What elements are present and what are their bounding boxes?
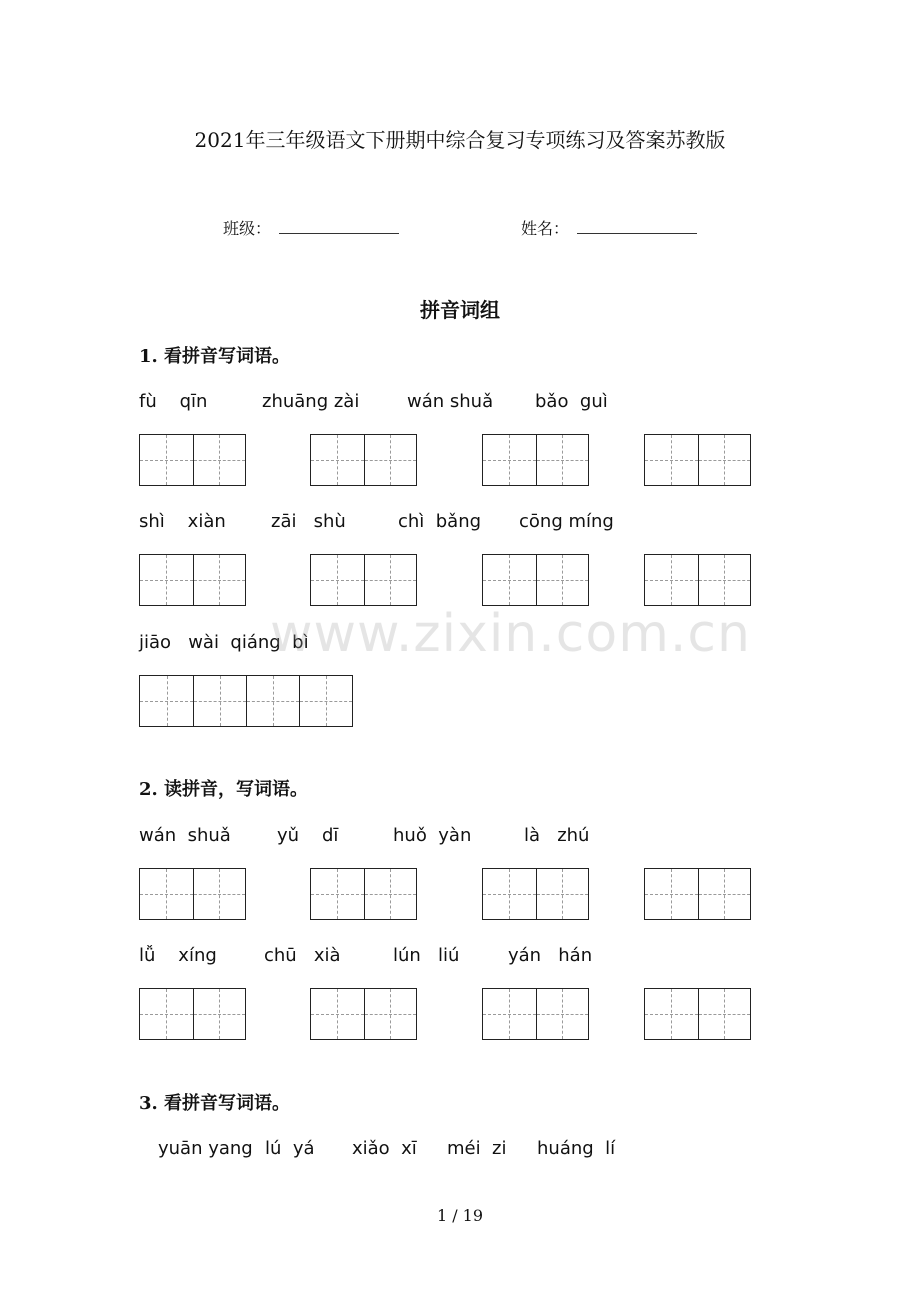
document-title: 2021年三年级语文下册期中综合复习专项练习及答案苏教版 [194, 128, 726, 152]
writing-box[interactable] [482, 868, 589, 920]
char-cell[interactable] [311, 869, 364, 919]
char-cell[interactable] [193, 435, 246, 485]
writing-box[interactable] [310, 988, 417, 1040]
pinyin-label: jiāo wài qiáng bì [139, 632, 309, 653]
char-cell[interactable] [193, 869, 246, 919]
writing-box[interactable] [310, 434, 417, 486]
char-cell[interactable] [536, 435, 589, 485]
pinyin-label: méi zi [447, 1138, 507, 1159]
char-cell[interactable] [536, 989, 589, 1039]
pinyin-label: zhuāng zài [262, 391, 360, 412]
char-cell[interactable] [246, 676, 299, 726]
writing-box[interactable] [310, 554, 417, 606]
pinyin-label: xiǎo xī [352, 1138, 417, 1159]
pinyin-label: zāi shù [271, 511, 346, 532]
section-title: 拼音词组 [420, 298, 500, 322]
writing-box[interactable] [139, 554, 246, 606]
pinyin-label: lún liú [393, 945, 460, 966]
question-3-label: 3. 看拼音写词语。 [139, 1093, 291, 1114]
pinyin-label: lú yá [265, 1138, 315, 1159]
writing-box[interactable] [644, 434, 751, 486]
char-cell[interactable] [140, 435, 193, 485]
char-cell[interactable] [698, 869, 751, 919]
pinyin-label: chì bǎng [398, 511, 482, 532]
writing-box[interactable] [310, 868, 417, 920]
char-cell[interactable] [311, 989, 364, 1039]
pinyin-label: yuān yang [158, 1138, 253, 1159]
pinyin-label: cōng míng [519, 511, 614, 532]
pinyin-label: yán hán [508, 945, 593, 966]
char-cell[interactable] [645, 869, 698, 919]
char-cell[interactable] [698, 435, 751, 485]
pinyin-label: huǒ yàn [393, 825, 472, 846]
pinyin-label: shì xiàn [139, 511, 226, 532]
writing-box[interactable] [139, 675, 353, 727]
char-cell[interactable] [193, 989, 246, 1039]
writing-box[interactable] [139, 434, 246, 486]
writing-box[interactable] [482, 554, 589, 606]
char-cell[interactable] [193, 555, 246, 605]
pinyin-label: wán shuǎ [139, 825, 231, 846]
pinyin-label: yǔ dī [277, 825, 339, 846]
char-cell[interactable] [645, 435, 698, 485]
char-cell[interactable] [364, 435, 417, 485]
char-cell[interactable] [140, 555, 193, 605]
char-cell[interactable] [311, 555, 364, 605]
writing-box[interactable] [482, 988, 589, 1040]
name-label: 姓名： [521, 219, 570, 238]
question-2-label: 2. 读拼音，写词语。 [139, 779, 309, 800]
writing-box[interactable] [644, 554, 751, 606]
pinyin-label: wán shuǎ [407, 391, 494, 412]
char-cell[interactable] [698, 989, 751, 1039]
question-1-label: 1. 看拼音写词语。 [139, 346, 291, 367]
char-cell[interactable] [311, 435, 364, 485]
pinyin-label: lǚ xíng [139, 945, 217, 966]
char-cell[interactable] [483, 555, 536, 605]
writing-box[interactable] [482, 434, 589, 486]
char-cell[interactable] [140, 989, 193, 1039]
char-cell[interactable] [193, 676, 246, 726]
pinyin-label: huáng lí [537, 1138, 616, 1159]
writing-box[interactable] [139, 868, 246, 920]
char-cell[interactable] [483, 869, 536, 919]
char-cell[interactable] [698, 555, 751, 605]
pinyin-label: fù qīn [139, 391, 208, 412]
char-cell[interactable] [140, 676, 193, 726]
char-cell[interactable] [140, 869, 193, 919]
char-cell[interactable] [645, 555, 698, 605]
char-cell[interactable] [299, 676, 352, 726]
watermark: www.zixin.com.cn [270, 604, 751, 664]
class-label: 班级： [223, 219, 272, 238]
char-cell[interactable] [536, 869, 589, 919]
char-cell[interactable] [483, 435, 536, 485]
writing-box[interactable] [644, 868, 751, 920]
char-cell[interactable] [364, 555, 417, 605]
name-input-line[interactable] [577, 233, 697, 234]
char-cell[interactable] [483, 989, 536, 1039]
pinyin-label: là zhú [524, 825, 590, 846]
page-number: 1 / 19 [436, 1206, 484, 1225]
writing-box[interactable] [644, 988, 751, 1040]
char-cell[interactable] [536, 555, 589, 605]
char-cell[interactable] [364, 989, 417, 1039]
char-cell[interactable] [364, 869, 417, 919]
char-cell[interactable] [645, 989, 698, 1039]
pinyin-label: chū xià [264, 945, 341, 966]
class-input-line[interactable] [279, 233, 399, 234]
pinyin-label: bǎo guì [535, 391, 608, 412]
writing-box[interactable] [139, 988, 246, 1040]
